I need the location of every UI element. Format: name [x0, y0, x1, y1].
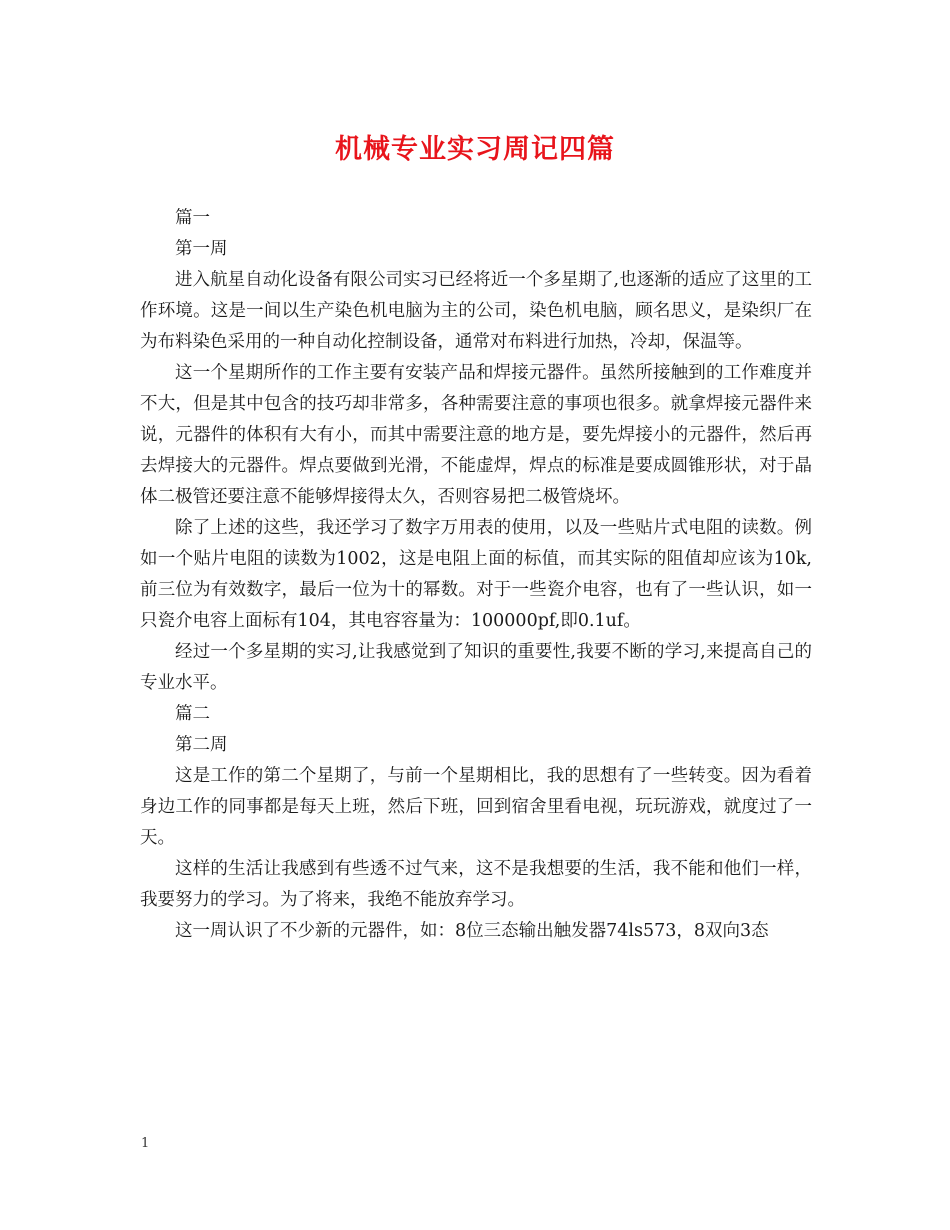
paragraph: 进入航星自动化设备有限公司实习已经将近一个多星期了,也逐渐的适应了这里的工作环境。这是一间以生产染色机电脑为主的公司，染色机电脑，顾名思义，是染织厂在为布料染色采用的一种自动化控制设备，通常对布料进行加热，冷却，保温等。 [140, 270, 812, 352]
section-heading-2: 篇二 [175, 704, 210, 724]
paragraph: 除了上述的这些，我还学习了数字万用表的使用，以及一些贴片式电阻的读数。例如一个贴片电阻的读数为1002，这是电阻上面的标值，而其实际的阻值却应该为10k,前三位为有效数字，最后一位为十的幂数。对于一些瓷介电容，也有了一些认识，如一只瓷介电容上面标有104，其电容容量为：100000pf,即0.1uf。 [140, 518, 812, 631]
page-number: 1 [141, 1136, 150, 1151]
paragraph: 这一个星期所作的工作主要有安装产品和焊接元器件。虽然所接触到的工作难度并不大，但是其中包含的技巧却非常多，各种需要注意的事项也很多。就拿焊接元器件来说，元器件的体积有大有小，而其中需要注意的地方是，要先焊接小的元器件，然后再去焊接大的元器件。焊点要做到光滑，不能虚焊，焊点的标准是要成圆锥形状，对于晶体二极管还要注意不能够焊接得太久，否则容易把二极管烧坏。 [140, 363, 812, 507]
paragraph: 这一周认识了不少新的元器件，如：8位三态输出触发器74ls573，8双向3态 [175, 921, 769, 941]
document-title: 机械专业实习周记四篇 [335, 134, 615, 165]
paragraph: 经过一个多星期的实习,让我感觉到了知识的重要性,我要不断的学习,来提高自己的专业水平。 [140, 642, 812, 693]
week-heading-1: 第一周 [175, 239, 228, 259]
week-heading-2: 第二周 [175, 735, 228, 755]
section-heading-1: 篇一 [175, 208, 210, 228]
document-body [140, 203, 812, 947]
paragraph: 这样的生活让我感到有些透不过气来，这不是我想要的生活，我不能和他们一样，我要努力的学习。为了将来，我绝不能放弃学习。 [140, 859, 812, 910]
paragraph: 这是工作的第二个星期了，与前一个星期相比，我的思想有了一些转变。因为看着身边工作的同事都是每天上班，然后下班，回到宿舍里看电视，玩玩游戏，就度过了一天。 [140, 766, 812, 848]
